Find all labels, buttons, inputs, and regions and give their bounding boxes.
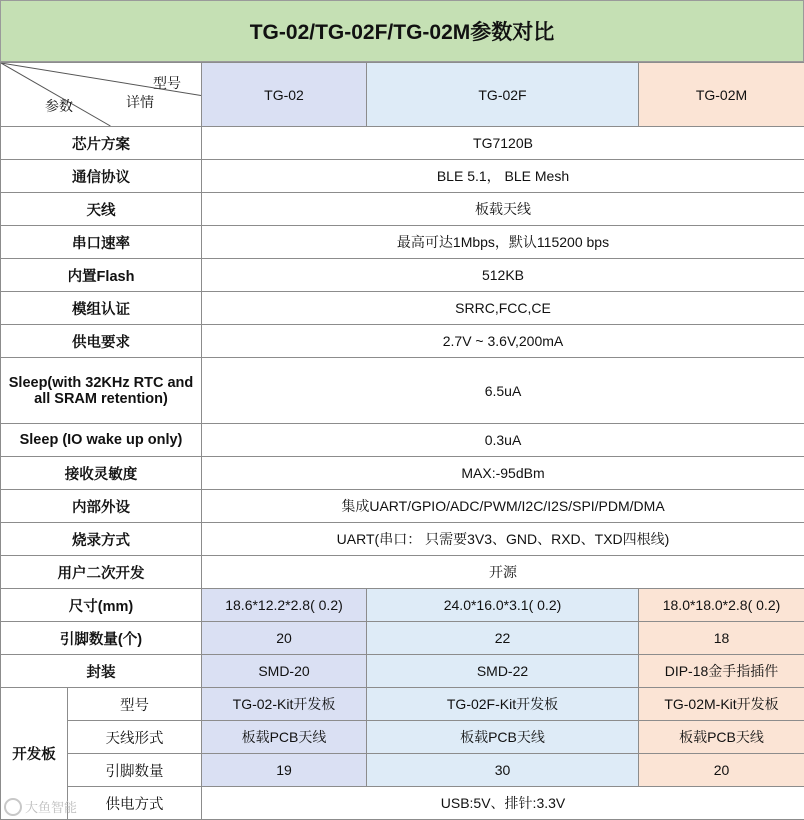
devboard-value-model-2: TG-02F-Kit开发板 — [367, 688, 639, 721]
table-row — [1, 622, 804, 655]
devboard-row — [1, 721, 804, 754]
devboard-row — [1, 688, 804, 721]
devboard-row-label: 引脚数量 — [68, 754, 202, 787]
row-label: 内部外设 — [1, 490, 202, 523]
row-value: 512KB — [202, 259, 804, 292]
devboard-value-model-3: 20 — [639, 754, 804, 787]
row-value-model-1: 18.6*12.2*2.8( 0.2) — [202, 589, 367, 622]
devboard-row — [1, 787, 804, 820]
corner-detail-label: 详情 — [126, 92, 154, 112]
row-value-model-2: SMD-22 — [367, 655, 639, 688]
row-label: 尺寸(mm) — [1, 589, 202, 622]
row-value: SRRC,FCC,CE — [202, 292, 804, 325]
row-value: 6.5uA — [202, 358, 804, 424]
page-title: TG-02/TG-02F/TG-02M参数对比 — [0, 0, 804, 62]
table-row — [1, 523, 804, 556]
devboard-value-model-3: 板载PCB天线 — [639, 721, 804, 754]
table-row — [1, 589, 804, 622]
row-value: MAX:-95dBm — [202, 457, 804, 490]
row-label: 接收灵敏度 — [1, 457, 202, 490]
table-row — [1, 655, 804, 688]
devboard-value-model-2: 板载PCB天线 — [367, 721, 639, 754]
row-value: 0.3uA — [202, 424, 804, 457]
row-value: BLE 5.1， BLE Mesh — [202, 160, 804, 193]
watermark — [4, 797, 77, 816]
devboard-value: USB:5V、排针:3.3V — [202, 787, 804, 820]
devboard-value-model-1: 19 — [202, 754, 367, 787]
row-value-model-3: 18.0*18.0*2.8( 0.2) — [639, 589, 804, 622]
row-value-model-1: 20 — [202, 622, 367, 655]
row-label: 烧录方式 — [1, 523, 202, 556]
row-value-model-2: 24.0*16.0*3.1( 0.2) — [367, 589, 639, 622]
devboard-row — [1, 754, 804, 787]
row-value: 最高可达1Mbps，默认115200 bps — [202, 226, 804, 259]
table-row — [1, 424, 804, 457]
row-label: 引脚数量(个) — [1, 622, 202, 655]
row-label: 封装 — [1, 655, 202, 688]
devboard-value-model-2: 30 — [367, 754, 639, 787]
devboard-row-label: 天线形式 — [68, 721, 202, 754]
row-label: 通信协议 — [1, 160, 202, 193]
row-value-model-3: 18 — [639, 622, 804, 655]
table-row — [1, 226, 804, 259]
spec-table — [0, 62, 804, 820]
row-label: 供电要求 — [1, 325, 202, 358]
row-label: 串口速率 — [1, 226, 202, 259]
watermark-logo-icon — [4, 798, 22, 816]
row-label: 用户二次开发 — [1, 556, 202, 589]
header-model-1: TG-02 — [202, 63, 367, 127]
row-value: 2.7V ~ 3.6V,200mA — [202, 325, 804, 358]
row-label: 模组认证 — [1, 292, 202, 325]
header-corner-cell — [1, 63, 202, 127]
row-value: 板载天线 — [202, 193, 804, 226]
row-label: Sleep(with 32KHz RTC and all SRAM retention) — [1, 358, 202, 424]
header-model-2: TG-02F — [367, 63, 639, 127]
table-row — [1, 457, 804, 490]
row-label: 天线 — [1, 193, 202, 226]
row-value-model-3: DIP-18金手指插件 — [639, 655, 804, 688]
corner-param-label: 参数 — [45, 96, 73, 116]
devboard-value-model-3: TG-02M-Kit开发板 — [639, 688, 804, 721]
header-row — [1, 63, 804, 127]
devboard-row-label: 供电方式 — [68, 787, 202, 820]
table-row — [1, 127, 804, 160]
row-label: 芯片方案 — [1, 127, 202, 160]
header-model-3: TG-02M — [639, 63, 804, 127]
corner-model-label: 型号 — [153, 73, 181, 93]
row-value: 集成UART/GPIO/ADC/PWM/I2C/I2S/SPI/PDM/DMA — [202, 490, 804, 523]
row-label: Sleep (IO wake up only) — [1, 424, 202, 457]
row-value: TG7120B — [202, 127, 804, 160]
row-value-model-2: 22 — [367, 622, 639, 655]
devboard-row-label: 型号 — [68, 688, 202, 721]
devboard-value-model-1: TG-02-Kit开发板 — [202, 688, 367, 721]
table-row — [1, 193, 804, 226]
table-row — [1, 358, 804, 424]
table-row — [1, 490, 804, 523]
devboard-value-model-1: 板载PCB天线 — [202, 721, 367, 754]
row-label: 内置Flash — [1, 259, 202, 292]
table-row — [1, 259, 804, 292]
row-value-model-1: SMD-20 — [202, 655, 367, 688]
table-row — [1, 556, 804, 589]
table-row — [1, 325, 804, 358]
watermark-text: 大鱼智能 — [25, 797, 77, 816]
row-value: UART(串口： 只需要3V3、GND、RXD、TXD四根线) — [202, 523, 804, 556]
table-row — [1, 292, 804, 325]
row-value: 开源 — [202, 556, 804, 589]
devboard-group-label: 开发板 — [1, 688, 68, 820]
table-row — [1, 160, 804, 193]
